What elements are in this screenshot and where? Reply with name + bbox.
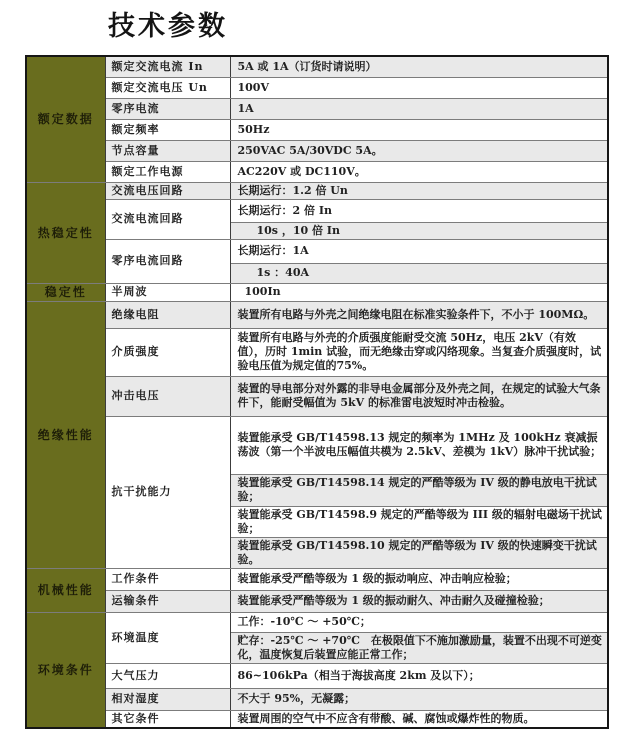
value-cell: 1s ：40A [230,263,608,283]
param-cell: 介质强度 [105,328,230,376]
value-cell: 不大于 95%，无凝露； [230,688,608,710]
value-cell: 装置的导电部分对外露的非导电金属部分及外壳之间，在规定的试验大气条件下，能耐受幅值为 5kV 的标准雷电波短时冲击检验。 [230,376,608,416]
param-cell: 节点容量 [105,140,230,161]
param-cell: 额定工作电源 [105,161,230,182]
table-row [26,376,608,416]
table-row [26,98,608,119]
table-row [26,199,608,222]
value-cell: 10s ，10 倍 In [230,222,608,239]
value-cell: 工作：-10℃ ～ +50℃； [230,612,608,632]
value-cell: 250VAC 5A/30VDC 5A。 [230,140,608,161]
param-cell: 工作条件 [105,568,230,590]
table-row [26,239,608,263]
param-cell: 额定交流电流 In [105,56,230,77]
tech-params-table [25,55,609,729]
value-cell: 长期运行：2 倍 In [230,199,608,222]
param-cell: 相对湿度 [105,688,230,710]
param-cell: 额定频率 [105,119,230,140]
group-cell-mechanical: 机械性能 [26,568,105,612]
value-cell: 100V [230,77,608,98]
value-cell: 100In [230,283,608,301]
table-row [26,710,608,728]
value-cell: 装置所有电路与外壳的介质强度能耐受交流 50Hz，电压 2kV（有效值），历时 1min 试验，而无绝缘击穿或闪络现象。当复查介质强度时，试验电压值为规定值的75%。 [230,328,608,376]
group-cell-stability: 稳定性 [26,283,105,301]
table-row [26,77,608,98]
page-title: 技术参数 [108,11,228,42]
param-cell: 环境温度 [105,612,230,663]
value-cell: 装置能承受 GB/T14598.9 规定的严酷等级为 III 级的辐射电磁场干扰试验； [230,506,608,537]
value-cell: 86~106kPa（相当于海拔高度 2km 及以下）； [230,663,608,688]
table-row [26,568,608,590]
param-cell: 绝缘电阻 [105,301,230,328]
table-row [26,119,608,140]
value-cell: 1A [230,98,608,119]
table-row [26,283,608,301]
value-cell: 装置能承受严酷等级为 1 级的振动响应、冲击响应检验； [230,568,608,590]
value-cell: 5A 或 1A（订货时请说明） [230,56,608,77]
value-cell: 装置能承受 GB/T14598.10 规定的严酷等级为 IV 级的快速瞬变干扰试验。 [230,537,608,568]
param-cell: 额定交流电压 Un [105,77,230,98]
param-cell: 交流电压回路 [105,182,230,199]
value-cell: 装置能承受 GB/T14598.14 规定的严酷等级为 IV 级的静电放电干扰试验； [230,474,608,506]
param-cell: 冲击电压 [105,376,230,416]
table-row [26,612,608,632]
value-cell: 装置能承受严酷等级为 1 级的振动耐久、冲击耐久及碰撞检验； [230,590,608,612]
table-row [26,182,608,199]
param-cell: 交流电流回路 [105,199,230,239]
param-cell: 其它条件 [105,710,230,728]
group-cell-thermal-stability: 热稳定性 [26,182,105,283]
table-row [26,328,608,376]
param-cell: 抗干扰能力 [105,416,230,568]
value-cell: 装置能承受 GB/T14598.13 规定的频率为 1MHz 及 100kHz 衰减振荡波（第一个半波电压幅值共模为 2.5kV、差模为 1kV）脉冲干扰试验； [230,416,608,474]
group-cell-environment: 环境条件 [26,612,105,728]
value-cell: 长期运行：1.2 倍 Un [230,182,608,199]
table-row [26,56,608,77]
param-cell: 零序电流回路 [105,239,230,283]
param-cell: 半周波 [105,283,230,301]
group-cell-insulation: 绝缘性能 [26,301,105,568]
param-cell: 大气压力 [105,663,230,688]
value-cell: 装置周围的空气中不应含有带酸、碱、腐蚀或爆炸性的物质。 [230,710,608,728]
table-row [26,688,608,710]
table-row [26,416,608,474]
table-row [26,140,608,161]
param-cell: 运输条件 [105,590,230,612]
table-row [26,301,608,328]
value-cell: 长期运行：1A [230,239,608,263]
value-cell: AC220V 或 DC110V。 [230,161,608,182]
table-row [26,590,608,612]
value-cell: 贮存：-25℃ ～ +70℃ 在极限值下不施加激励量，装置不出现不可逆变化，温度恢复后装置应能正常工作； [230,632,608,663]
group-cell-rated-data: 额定数据 [26,56,105,182]
value-cell: 50Hz [230,119,608,140]
table-row [26,161,608,182]
param-cell: 零序电流 [105,98,230,119]
value-cell: 装置所有电路与外壳之间绝缘电阻在标准实验条件下，不小于 100MΩ。 [230,301,608,328]
table-row [26,663,608,688]
